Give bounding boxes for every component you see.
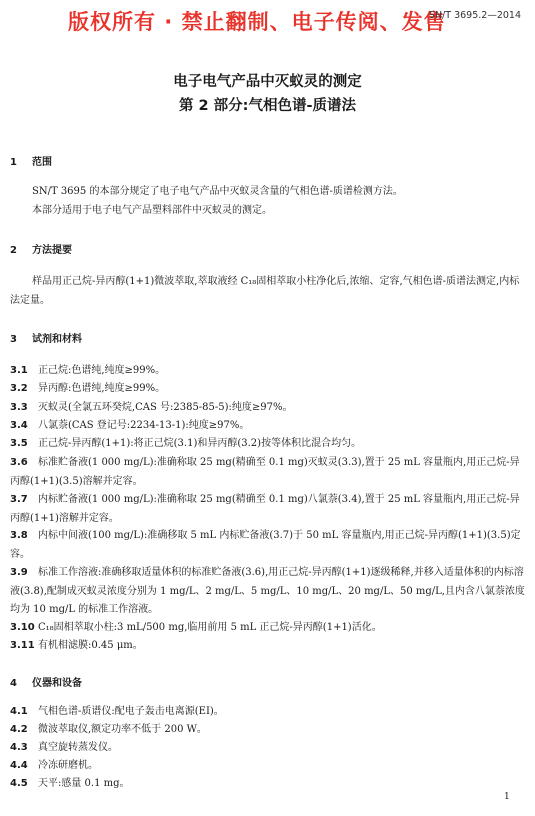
page-number: 1 (504, 792, 510, 802)
reagent-item (10, 527, 525, 564)
paragraph-text: SN/T 3695 的本部分规定了电子电气产品中灭蚁灵含量的气相色谱-质谱检测方法。 (32, 186, 403, 197)
reagent-item (10, 380, 525, 399)
section-title: 仪器和设备 (32, 678, 82, 689)
reagent-item (10, 435, 525, 454)
item-text: 天平:感量 0.1 mg。 (38, 778, 130, 789)
item-text: 标准工作溶液:准确移取适量体积的标准贮备液(3.6),用正己烷-异丙醇(1+1)逐级稀释,并移入适量体积的内标溶液(3.8),配制成灭蚁灵浓度分别为 1 mg/L、2 mg/L、5 mg/L、10 mg/L、20 mg/L、50 mg/L,且内含八氯萘浓度均为 10 mg/L 的标准工作溶液。 (10, 567, 525, 615)
section-heading-instruments (10, 674, 82, 689)
watermark-banner: 版权所有 · 禁止翻制、电子传阅、发售 (68, 10, 446, 34)
item-number: 3.7 (10, 494, 28, 505)
section-heading-scope (10, 153, 52, 168)
item-number: 3.2 (10, 383, 28, 394)
item-text: 标准贮备液(1 000 mg/L):准确称取 25 mg(精确至 0.1 mg)灭蚁灵(3.3),置于 25 mL 容量瓶内,用正己烷-异丙醇(1+1)(3.5)溶解并定容。 (10, 457, 520, 487)
item-number: 3.1 (10, 365, 28, 376)
section-number: 1 (10, 157, 17, 168)
item-text: 内标贮备液(1 000 mg/L):准确称取 25 mg(精确至 0.1 mg)八氯萘(3.4),置于 25 mL 容量瓶内,用正己烷-异丙醇(1+1)溶解并定容。 (10, 494, 520, 524)
item-text: 正己烷-异丙醇(1+1):将正己烷(3.1)和异丙醇(3.2)按等体积比混合均匀。 (38, 438, 362, 449)
instrument-item (10, 703, 525, 722)
section-title: 方法提要 (32, 245, 72, 256)
reagent-item (10, 417, 525, 436)
item-number: 4.2 (10, 724, 28, 735)
section-number: 4 (10, 678, 17, 689)
reagent-item (10, 399, 525, 418)
instrument-item (10, 775, 525, 794)
reagent-item (10, 491, 525, 528)
instrument-item (10, 721, 525, 740)
item-text: 冷冻研磨机。 (38, 760, 98, 771)
principle-paragraph (10, 273, 525, 310)
item-number: 3.3 (10, 402, 28, 413)
item-text: C₁₈固相萃取小柱:3 mL/500 mg,临用前用 5 mL 正己烷-异丙醇(1+1)活化。 (38, 622, 382, 633)
section-heading-principle (10, 241, 72, 256)
instrument-item (10, 739, 525, 758)
section-number: 3 (10, 334, 17, 345)
reagent-item (10, 564, 525, 620)
reagent-item (10, 637, 525, 656)
item-text: 真空旋转蒸发仪。 (38, 742, 118, 753)
item-number: 4.4 (10, 760, 28, 771)
paragraph-text: 本部分适用于电子电气产品塑料部件中灭蚁灵的测定。 (32, 205, 272, 216)
section-heading-reagents (10, 330, 82, 345)
item-number: 4.5 (10, 778, 28, 789)
item-number: 3.6 (10, 457, 28, 468)
item-text: 微波萃取仪,额定功率不低于 200 W。 (38, 724, 207, 735)
document-title: 电子电气产品中灭蚁灵的测定 (173, 74, 362, 90)
item-text: 八氯萘(CAS 登记号:2234-13-1):纯度≥97%。 (38, 420, 250, 431)
reagent-item (10, 454, 525, 491)
scope-paragraph-1 (10, 183, 525, 202)
reagent-item (10, 362, 525, 381)
document-id: SN/T 3695.2—2014 (428, 10, 521, 21)
item-number: 3.5 (10, 438, 28, 449)
item-number: 3.10 (10, 622, 35, 633)
item-text: 异丙醇:色谱纯,纯度≥99%。 (38, 383, 166, 394)
item-text: 有机相滤膜:0.45 μm。 (38, 640, 143, 651)
item-text: 灭蚁灵(全氯五环癸烷,CAS 号:2385-85-5):纯度≥97%。 (38, 402, 293, 413)
paragraph-text: 样品用正己烷-异丙醇(1+1)微波萃取,萃取液经 C₁₈固相萃取小柱净化后,浓缩、定容,气相色谱-质谱法测定,内标法定量。 (10, 276, 520, 306)
item-text: 内标中间液(100 mg/L):准确移取 5 mL 内标贮备液(3.7)于 50 mL 容量瓶内,用正己烷-异丙醇(1+1)(3.5)定容。 (10, 530, 521, 560)
item-text: 正己烷:色谱纯,纯度≥99%。 (38, 365, 166, 376)
item-number: 4.3 (10, 742, 28, 753)
reagent-item (10, 619, 525, 638)
item-text: 气相色谱-质谱仪:配电子轰击电离源(EI)。 (38, 706, 224, 717)
item-number: 4.1 (10, 706, 28, 717)
item-number: 3.8 (10, 530, 28, 541)
section-title: 范围 (32, 157, 52, 168)
scope-paragraph-2 (10, 202, 525, 221)
document-subtitle: 第 2 部分:气相色谱-质谱法 (178, 98, 356, 114)
instrument-item (10, 757, 525, 776)
item-number: 3.4 (10, 420, 28, 431)
section-number: 2 (10, 245, 17, 256)
item-number: 3.11 (10, 640, 35, 651)
item-number: 3.9 (10, 567, 28, 578)
section-title: 试剂和材料 (32, 334, 82, 345)
